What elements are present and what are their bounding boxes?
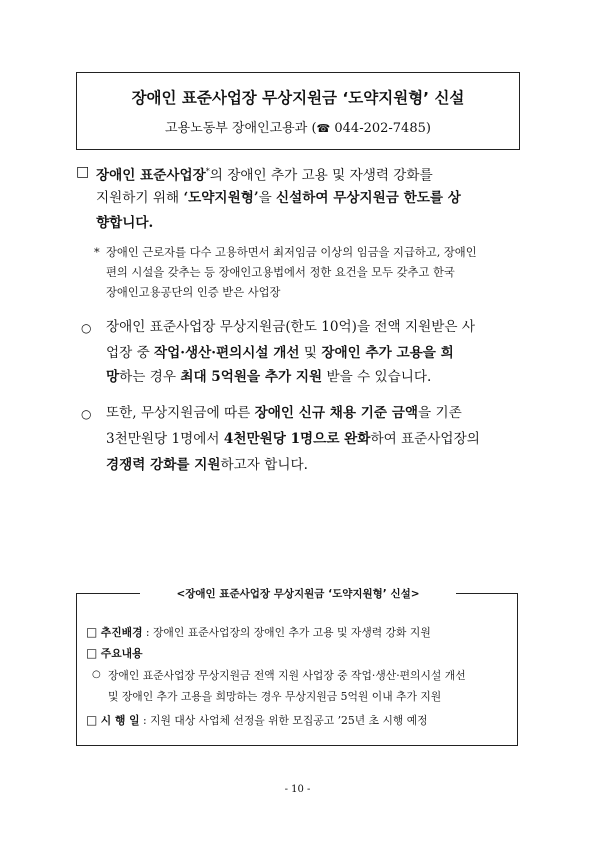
- paragraph-3-line-1: [106, 400, 462, 427]
- department: 고용노동부 장애인고용과: [165, 121, 308, 136]
- text-bold: 장애인 추가 고용을 희: [321, 345, 454, 361]
- phone-number: 044-202-7485: [334, 121, 426, 136]
- page-title: 장애인 표준사업장 무상지원금 ‘도약지원형’ 신설: [131, 89, 465, 107]
- paragraph-1-line-2: [96, 185, 461, 212]
- text: 을 기존: [418, 405, 462, 421]
- paragraph-2-line-1: [106, 314, 475, 341]
- text-bold: 신설하여 무상지원금 한도를 상: [276, 190, 461, 206]
- text: 하고자 합니다.: [220, 457, 308, 473]
- text: 하여 표준사업장의: [370, 431, 480, 447]
- text-bold: ‘도약지원형’: [183, 190, 259, 206]
- circle-bullet: ○: [81, 321, 92, 335]
- text: 하는 경우: [119, 369, 181, 385]
- text-bold: 4천만원당 1명으로 완화: [223, 431, 371, 447]
- text: 및: [299, 345, 322, 361]
- circle-bullet: ○: [81, 407, 92, 421]
- summary-content-line-2: 및 장애인 추가 고용을 희망하는 경우 무상지원금 5억원 이내 추가 지원: [108, 690, 442, 703]
- title-box: [76, 72, 520, 150]
- footnote-mark: *: [205, 167, 210, 176]
- text: 을: [258, 190, 277, 206]
- paragraph-3-line-3: [106, 452, 308, 479]
- paragraph-2-line-2: [106, 340, 454, 367]
- checkbox-bullet: □: [86, 646, 98, 660]
- checkbox-bullet: □: [86, 713, 98, 727]
- text: 의 장애인 추가 고용 및 자생력 강화를: [209, 167, 433, 184]
- department-contact: 고용노동부 장애인고용과 (☎ 044-202-7485): [165, 121, 431, 136]
- text: 받을 수 있습니다.: [322, 369, 432, 385]
- text-bold: 최대 5억원을 추가 지원: [180, 369, 323, 385]
- circle-bullet: ○: [92, 669, 101, 680]
- summary-row-date: [86, 710, 428, 731]
- text-bold: 향합니다.: [96, 215, 154, 231]
- checkbox-bullet: □: [76, 164, 90, 180]
- summary-text: : 장애인 표준사업장의 장애인 추가 고용 및 자생력 강화 지원: [142, 626, 431, 639]
- summary-text: : 지원 대상 사업체 선정을 위한 모집공고 ’25년 초 시행 예정: [139, 714, 428, 727]
- footnote-line-2: 편의 시설을 갖추는 등 장애인고용법에서 정한 요건을 모두 갖추고 한국: [106, 266, 455, 279]
- text: 또한, 무상지원금에 따른: [106, 405, 255, 421]
- summary-label: 주요내용: [100, 647, 143, 660]
- text-bold: 장애인 표준사업장: [96, 167, 206, 184]
- summary-content-line-1: 장애인 표준사업장 무상지원금 전액 지원 사업장 중 작업·생산·편의시설 개선: [108, 669, 466, 682]
- summary-label: 추진배경: [100, 626, 143, 639]
- footnote-star: *: [94, 246, 100, 259]
- text: 장애인 표준사업장 무상지원금(한도 10억)을 전액 지원받은 사: [106, 319, 475, 335]
- summary-box-title: <장애인 표준사업장 무상지원금 ‘도약지원형’ 신설>: [140, 583, 456, 605]
- text: 3천만원당 1명에서: [106, 431, 224, 447]
- phone-icon: ☎: [316, 122, 331, 135]
- text: 지원하기 위해: [96, 190, 184, 206]
- text-bold: 작업·생산·편의시설 개선: [154, 345, 300, 361]
- summary-row-content: [86, 643, 143, 664]
- text-bold: 경쟁력 강화를 지원: [106, 457, 221, 473]
- paragraph-3-line-2: [106, 426, 480, 453]
- text-bold: 장애인 신규 채용 기준 금액: [254, 405, 418, 421]
- footnote-line-1: 장애인 근로자를 다수 고용하면서 최저임금 이상의 임금을 지급하고, 장애인: [106, 246, 477, 259]
- checkbox-bullet: □: [86, 625, 98, 639]
- footnote-line-3: 장애인고용공단의 인증 받은 사업장: [106, 286, 281, 299]
- text: 업장 중: [106, 345, 155, 361]
- text-bold: 망: [106, 369, 120, 385]
- paragraph-1-line-3: [96, 210, 153, 237]
- summary-label: 시 행 일: [100, 714, 140, 727]
- summary-row-background: [86, 622, 431, 643]
- paragraph-2-line-3: [106, 364, 431, 391]
- page-number: - 10 -: [284, 784, 311, 795]
